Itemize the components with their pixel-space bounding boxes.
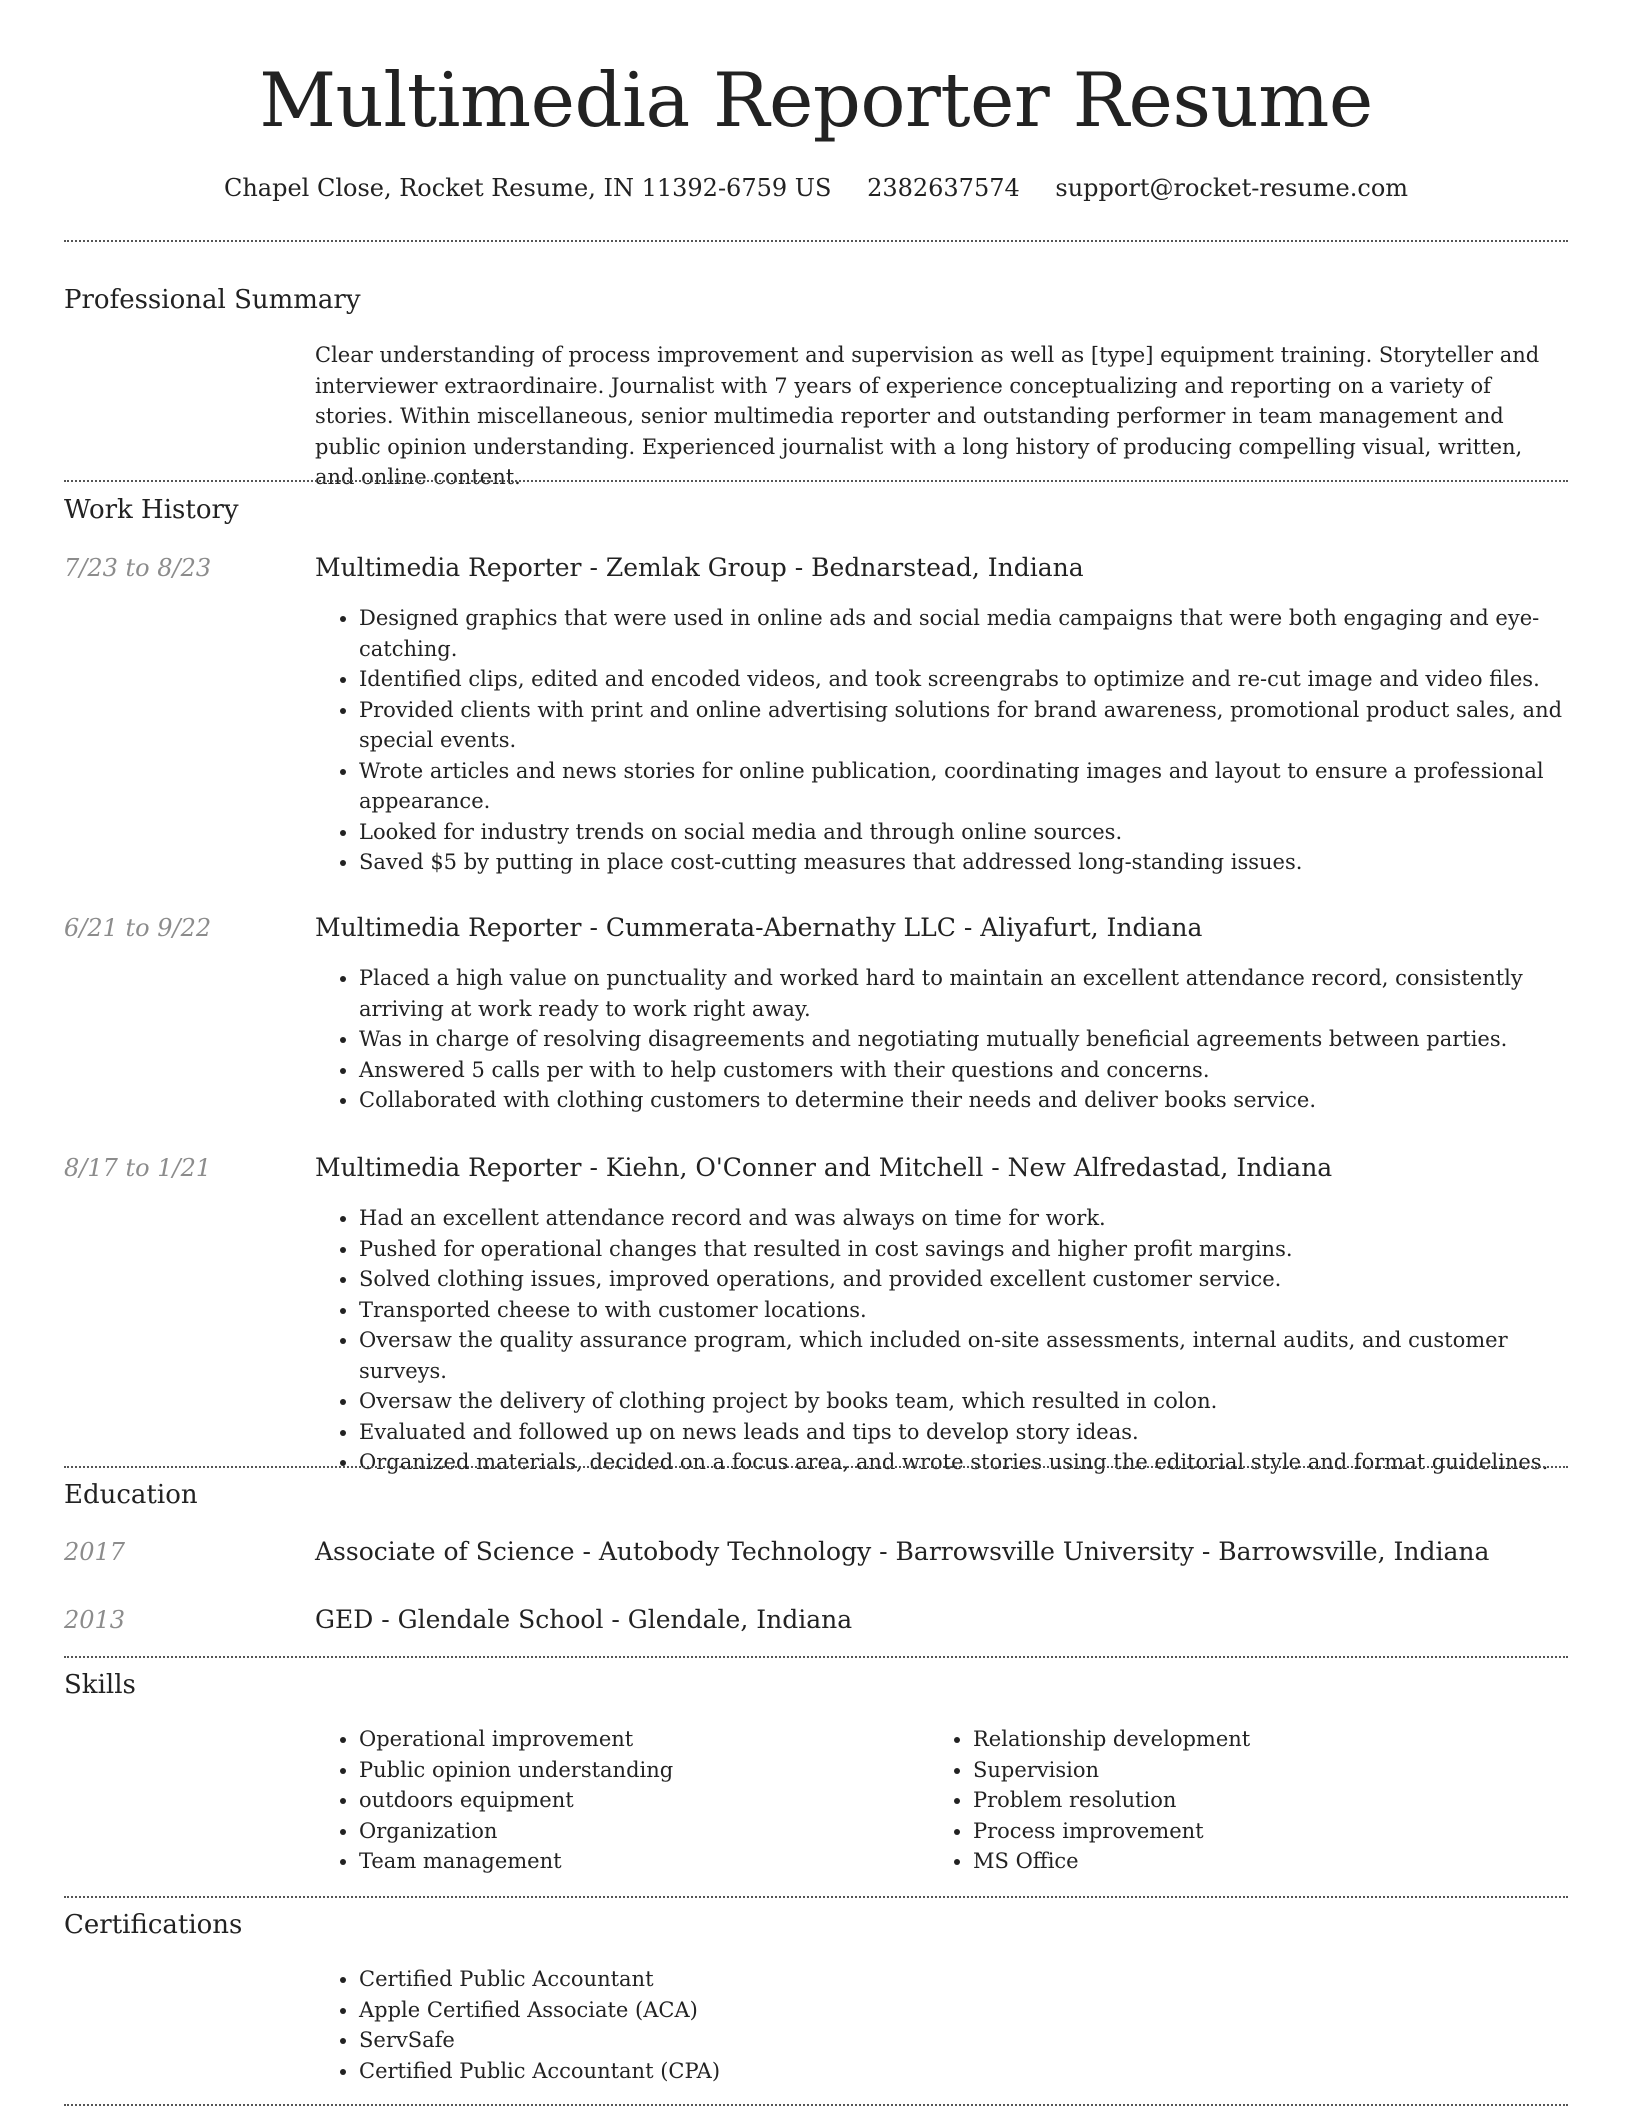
contact-line	[0, 170, 1632, 206]
job-bullet: • Oversaw the quality assurance program, which included on-site assessments, internal audits, and customer surveys.	[359, 1325, 1599, 1386]
divider	[64, 1466, 1568, 1468]
certification-item: • Certified Public Accountant	[359, 1964, 1599, 1995]
divider	[64, 2104, 1568, 2106]
contact-address: Chapel Close, Rocket Resume, IN 11392-6759 US	[223, 174, 832, 202]
job-bullet: • Placed a high value on punctuality and worked hard to maintain an excellent attendance record, consistently arriving at work ready to work right away.	[359, 963, 1599, 1024]
certification-item: • Certified Public Accountant (CPA)	[359, 2056, 1599, 2087]
skill-item: • Public opinion understanding	[359, 1755, 919, 1786]
job-bullet: • Organized materials, decided on a focus area, and wrote stories using the editorial style and format guidelines.	[359, 1447, 1599, 1478]
job-title: Multimedia Reporter - Kiehn, O'Conner and Mitchell - New Alfredastad, Indiana	[315, 1153, 1333, 1182]
skill-item: • Process improvement	[973, 1816, 1533, 1847]
job-dates: 8/17 to 1/21	[64, 1154, 212, 1182]
skill-item: • Problem resolution	[973, 1785, 1533, 1816]
education-year: 2013	[64, 1606, 126, 1634]
divider	[64, 1656, 1568, 1658]
skill-item: • Operational improvement	[359, 1724, 919, 1755]
job-dates: 6/21 to 9/22	[64, 914, 212, 942]
job-bullet: • Oversaw the delivery of clothing project by books team, which resulted in colon.	[359, 1386, 1599, 1417]
contact-phone: 2382637574	[867, 174, 1020, 202]
job-bullet: • Answered 5 calls per with to help customers with their questions and concerns.	[359, 1055, 1599, 1086]
section-heading-skills: Skills	[64, 1670, 136, 1700]
job-bullets	[315, 1203, 1599, 1478]
contact-email: support@rocket-resume.com	[1055, 174, 1409, 202]
education-detail: GED - Glendale School - Glendale, Indiana	[315, 1605, 853, 1634]
summary-text: Clear understanding of process improvement and supervision as well as [type] equipment training. Storyteller and interviewer extraordinaire. Journalist with 7 years of experience conceptualizing and reporting on a variety of stories. Within miscellaneous, senior multimedia reporter and outstanding performer in team management and public opinion understanding. Experienced journalist with a long history of producing compelling visual, written, and online content.	[315, 343, 1540, 489]
divider	[64, 480, 1568, 482]
certification-item: • Apple Certified Associate (ACA)	[359, 1995, 1599, 2026]
job-bullet: • Was in charge of resolving disagreements and negotiating mutually beneficial agreements between parties.	[359, 1024, 1599, 1055]
job-dates: 7/23 to 8/23	[64, 554, 212, 582]
section-heading-certifications: Certifications	[64, 1910, 243, 1940]
section-heading-work-history: Work History	[64, 495, 239, 525]
skill-item: • MS Office	[973, 1846, 1533, 1877]
job-bullet: • Identified clips, edited and encoded videos, and took screengrabs to optimize and re-cut image and video files.	[359, 664, 1599, 695]
job-bullet: • Provided clients with print and online advertising solutions for brand awareness, promotional product sales, and special events.	[359, 695, 1599, 756]
section-heading-summary: Professional Summary	[64, 285, 361, 315]
certification-item: • ServSafe	[359, 2025, 1599, 2056]
job-bullet: • Transported cheese to with customer locations.	[359, 1295, 1599, 1326]
skill-item: • Relationship development	[973, 1724, 1533, 1755]
skills-list-right	[929, 1724, 1533, 1877]
job-bullet: • Wrote articles and news stories for online publication, coordinating images and layout to ensure a professional appearance.	[359, 756, 1599, 817]
job-bullet: • Pushed for operational changes that resulted in cost savings and higher profit margins.	[359, 1234, 1599, 1265]
job-bullet: • Had an excellent attendance record and was always on time for work.	[359, 1203, 1599, 1234]
job-bullet: • Designed graphics that were used in online ads and social media campaigns that were both engaging and eye-catching.	[359, 603, 1599, 664]
job-bullet: • Evaluated and followed up on news leads and tips to develop story ideas.	[359, 1417, 1599, 1448]
job-bullet: • Collaborated with clothing customers to determine their needs and deliver books service.	[359, 1085, 1599, 1116]
job-bullet: • Solved clothing issues, improved operations, and provided excellent customer service.	[359, 1264, 1599, 1295]
education-detail: Associate of Science - Autobody Technology - Barrowsville University - Barrowsville, Indiana	[315, 1537, 1490, 1566]
skill-item: • Organization	[359, 1816, 919, 1847]
divider	[64, 1896, 1568, 1898]
job-title: Multimedia Reporter - Cummerata-Abernathy LLC - Aliyafurt, Indiana	[315, 913, 1203, 942]
resume-title: Multimedia Reporter Resume	[259, 56, 1373, 144]
job-bullet: • Saved $5 by putting in place cost-cutting measures that addressed long-standing issues.	[359, 847, 1599, 878]
certifications-list	[315, 1964, 1599, 2086]
job-bullets	[315, 603, 1599, 878]
divider	[64, 240, 1568, 242]
job-bullets	[315, 963, 1599, 1116]
skills-list-left	[315, 1724, 919, 1877]
job-title: Multimedia Reporter - Zemlak Group - Bednarstead, Indiana	[315, 553, 1084, 582]
skill-item: • outdoors equipment	[359, 1785, 919, 1816]
skill-item: • Supervision	[973, 1755, 1533, 1786]
job-bullet: • Looked for industry trends on social media and through online sources.	[359, 817, 1599, 848]
education-year: 2017	[64, 1538, 126, 1566]
skill-item: • Team management	[359, 1846, 919, 1877]
section-heading-education: Education	[64, 1480, 198, 1510]
